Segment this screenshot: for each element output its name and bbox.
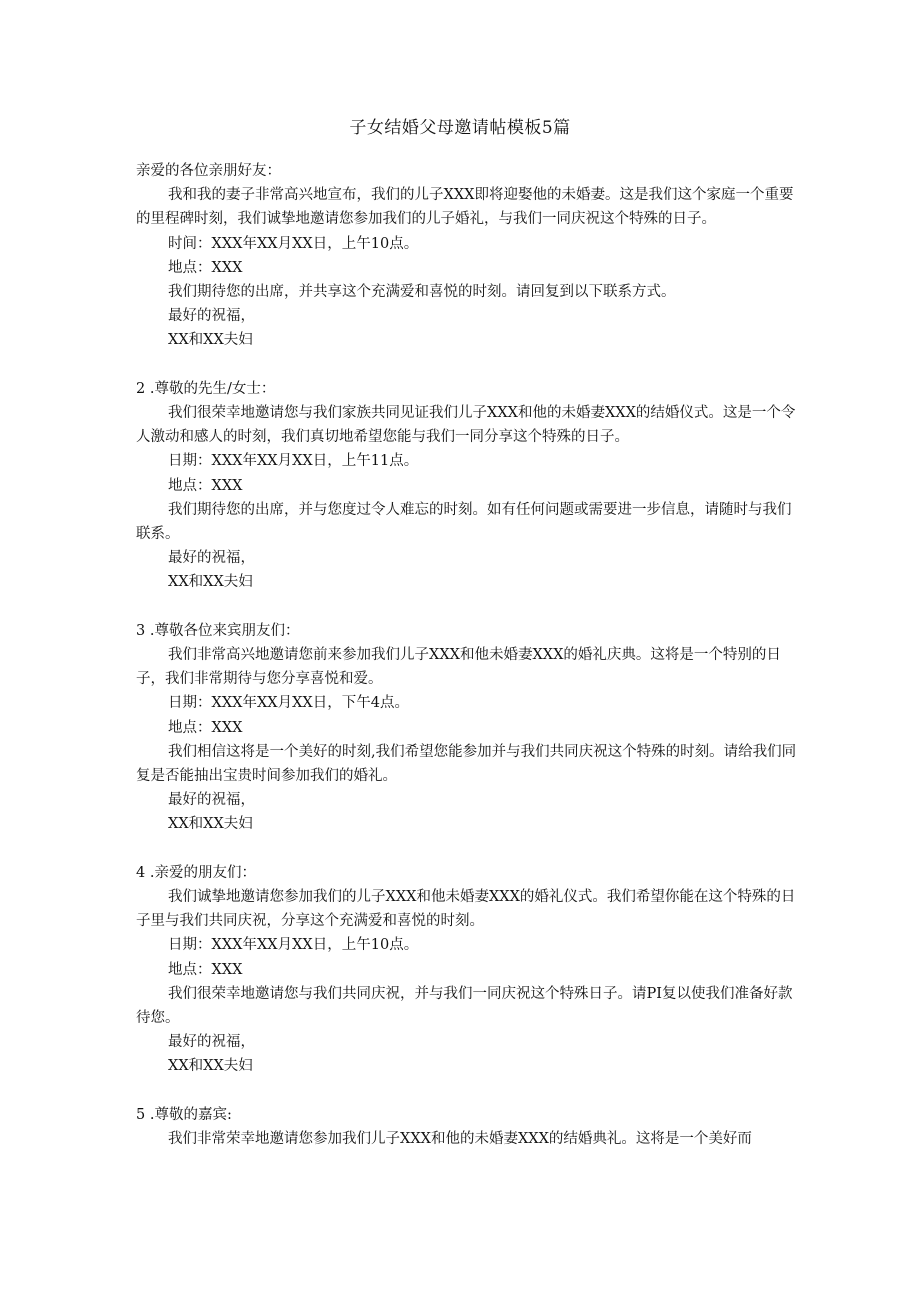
document-title: 子女结婚父母邀请帖模板5篇 xyxy=(349,118,571,138)
event-time: 日期：XXX年XX月XX日，上午11点。 xyxy=(168,453,419,470)
invitation-paragraph: 我和我的妻子非常高兴地宣布，我们的儿子XXX即将迎娶他的未婚妻。这是我们这个家庭一个重要的里程碑时刻，我们诚挚地邀请您参加我们的儿子婚礼，与我们一同庆祝这个特殊的日子。 xyxy=(136,187,794,228)
signature: XX和XX夫妇 xyxy=(168,1058,253,1075)
closing-note: 我们相信这将是一个美好的时刻,我们希望您能参加并与我们共同庆祝这个特殊的时刻。请给我们同复是否能抽出宝贵时间参加我们的婚礼。 xyxy=(136,743,797,785)
invitation-paragraph: 我们非常荣幸地邀请您参加我们儿子XXX和他的未婚妻XXX的结婚典礼。这将是一个美好而 xyxy=(168,1131,752,1148)
salutation: 3 .尊敬各位来宾朋友们： xyxy=(136,622,300,639)
invitation-2 xyxy=(136,377,798,595)
regards: 最好的祝福， xyxy=(168,1034,255,1051)
invitation-4 xyxy=(136,861,798,1079)
event-place: 地点：XXX xyxy=(168,477,243,494)
closing-note: 我们期待您的出席，并与您度过令人难忘的时刻。如有任何问题或需要进一步信息，请随时与我们联系。 xyxy=(136,501,792,543)
invitation-paragraph: 我们非常高兴地邀请您前来参加我们儿子XXX和他未婚妻XXX的婚礼庆典。这将是一个特别的日子，我们非常期待与您分享喜悦和爱。 xyxy=(136,647,781,688)
event-time: 时间：XXX年XX月XX日，上午10点。 xyxy=(168,235,419,252)
invitation-paragraph: 我们诚挚地邀请您参加我们的儿子XXX和他未婚妻XXX的婚礼仪式。我们希望你能在这个特殊的日子里与我们共同庆祝，分享这个充满爱和喜悦的时刻。 xyxy=(136,889,796,930)
regards: 最好的祝福， xyxy=(168,550,255,567)
salutation: 4 .亲爱的朋友们： xyxy=(136,864,256,881)
salutation: 2 .尊敬的先生/女士： xyxy=(136,380,276,397)
signature: XX和XX夫妇 xyxy=(168,332,253,349)
event-place: 地点：XXX xyxy=(168,961,243,978)
event-time: 日期：XXX年XX月XX日，上午10点。 xyxy=(168,937,419,954)
signature: XX和XX夫妇 xyxy=(168,816,253,833)
regards: 最好的祝福， xyxy=(168,792,255,809)
closing-note: 我们期待您的出席，并共享这个充满爱和喜悦的时刻。请回复到以下联系方式。 xyxy=(168,284,676,301)
invitation-3 xyxy=(136,619,798,837)
closing-note: 我们很荣幸地邀请您与我们共同庆祝，并与我们一同庆祝这个特殊日子。请PI复以使我们准备好款待您。 xyxy=(136,985,793,1027)
invitation-5 xyxy=(136,1103,798,1151)
event-place: 地点：XXX xyxy=(168,719,243,736)
invitation-1 xyxy=(136,159,798,353)
invitation-paragraph: 我们很荣幸地邀请您与我们家族共同见证我们儿子XXX和他的未婚妻XXX的结婚仪式。这是一个令人激动和感人的时刻，我们真切地希望您能与我们一同分享这个特殊的日子。 xyxy=(136,405,796,446)
signature: XX和XX夫妇 xyxy=(168,574,253,591)
document-body xyxy=(136,159,798,1175)
salutation: 5 .尊敬的嘉宾: xyxy=(136,1106,232,1123)
event-time: 日期：XXX年XX月XX日，下午4点。 xyxy=(168,695,409,712)
salutation: 亲爱的各位亲朋好友： xyxy=(136,163,281,179)
regards: 最好的祝福， xyxy=(168,308,255,325)
event-place: 地点：XXX xyxy=(168,259,243,276)
